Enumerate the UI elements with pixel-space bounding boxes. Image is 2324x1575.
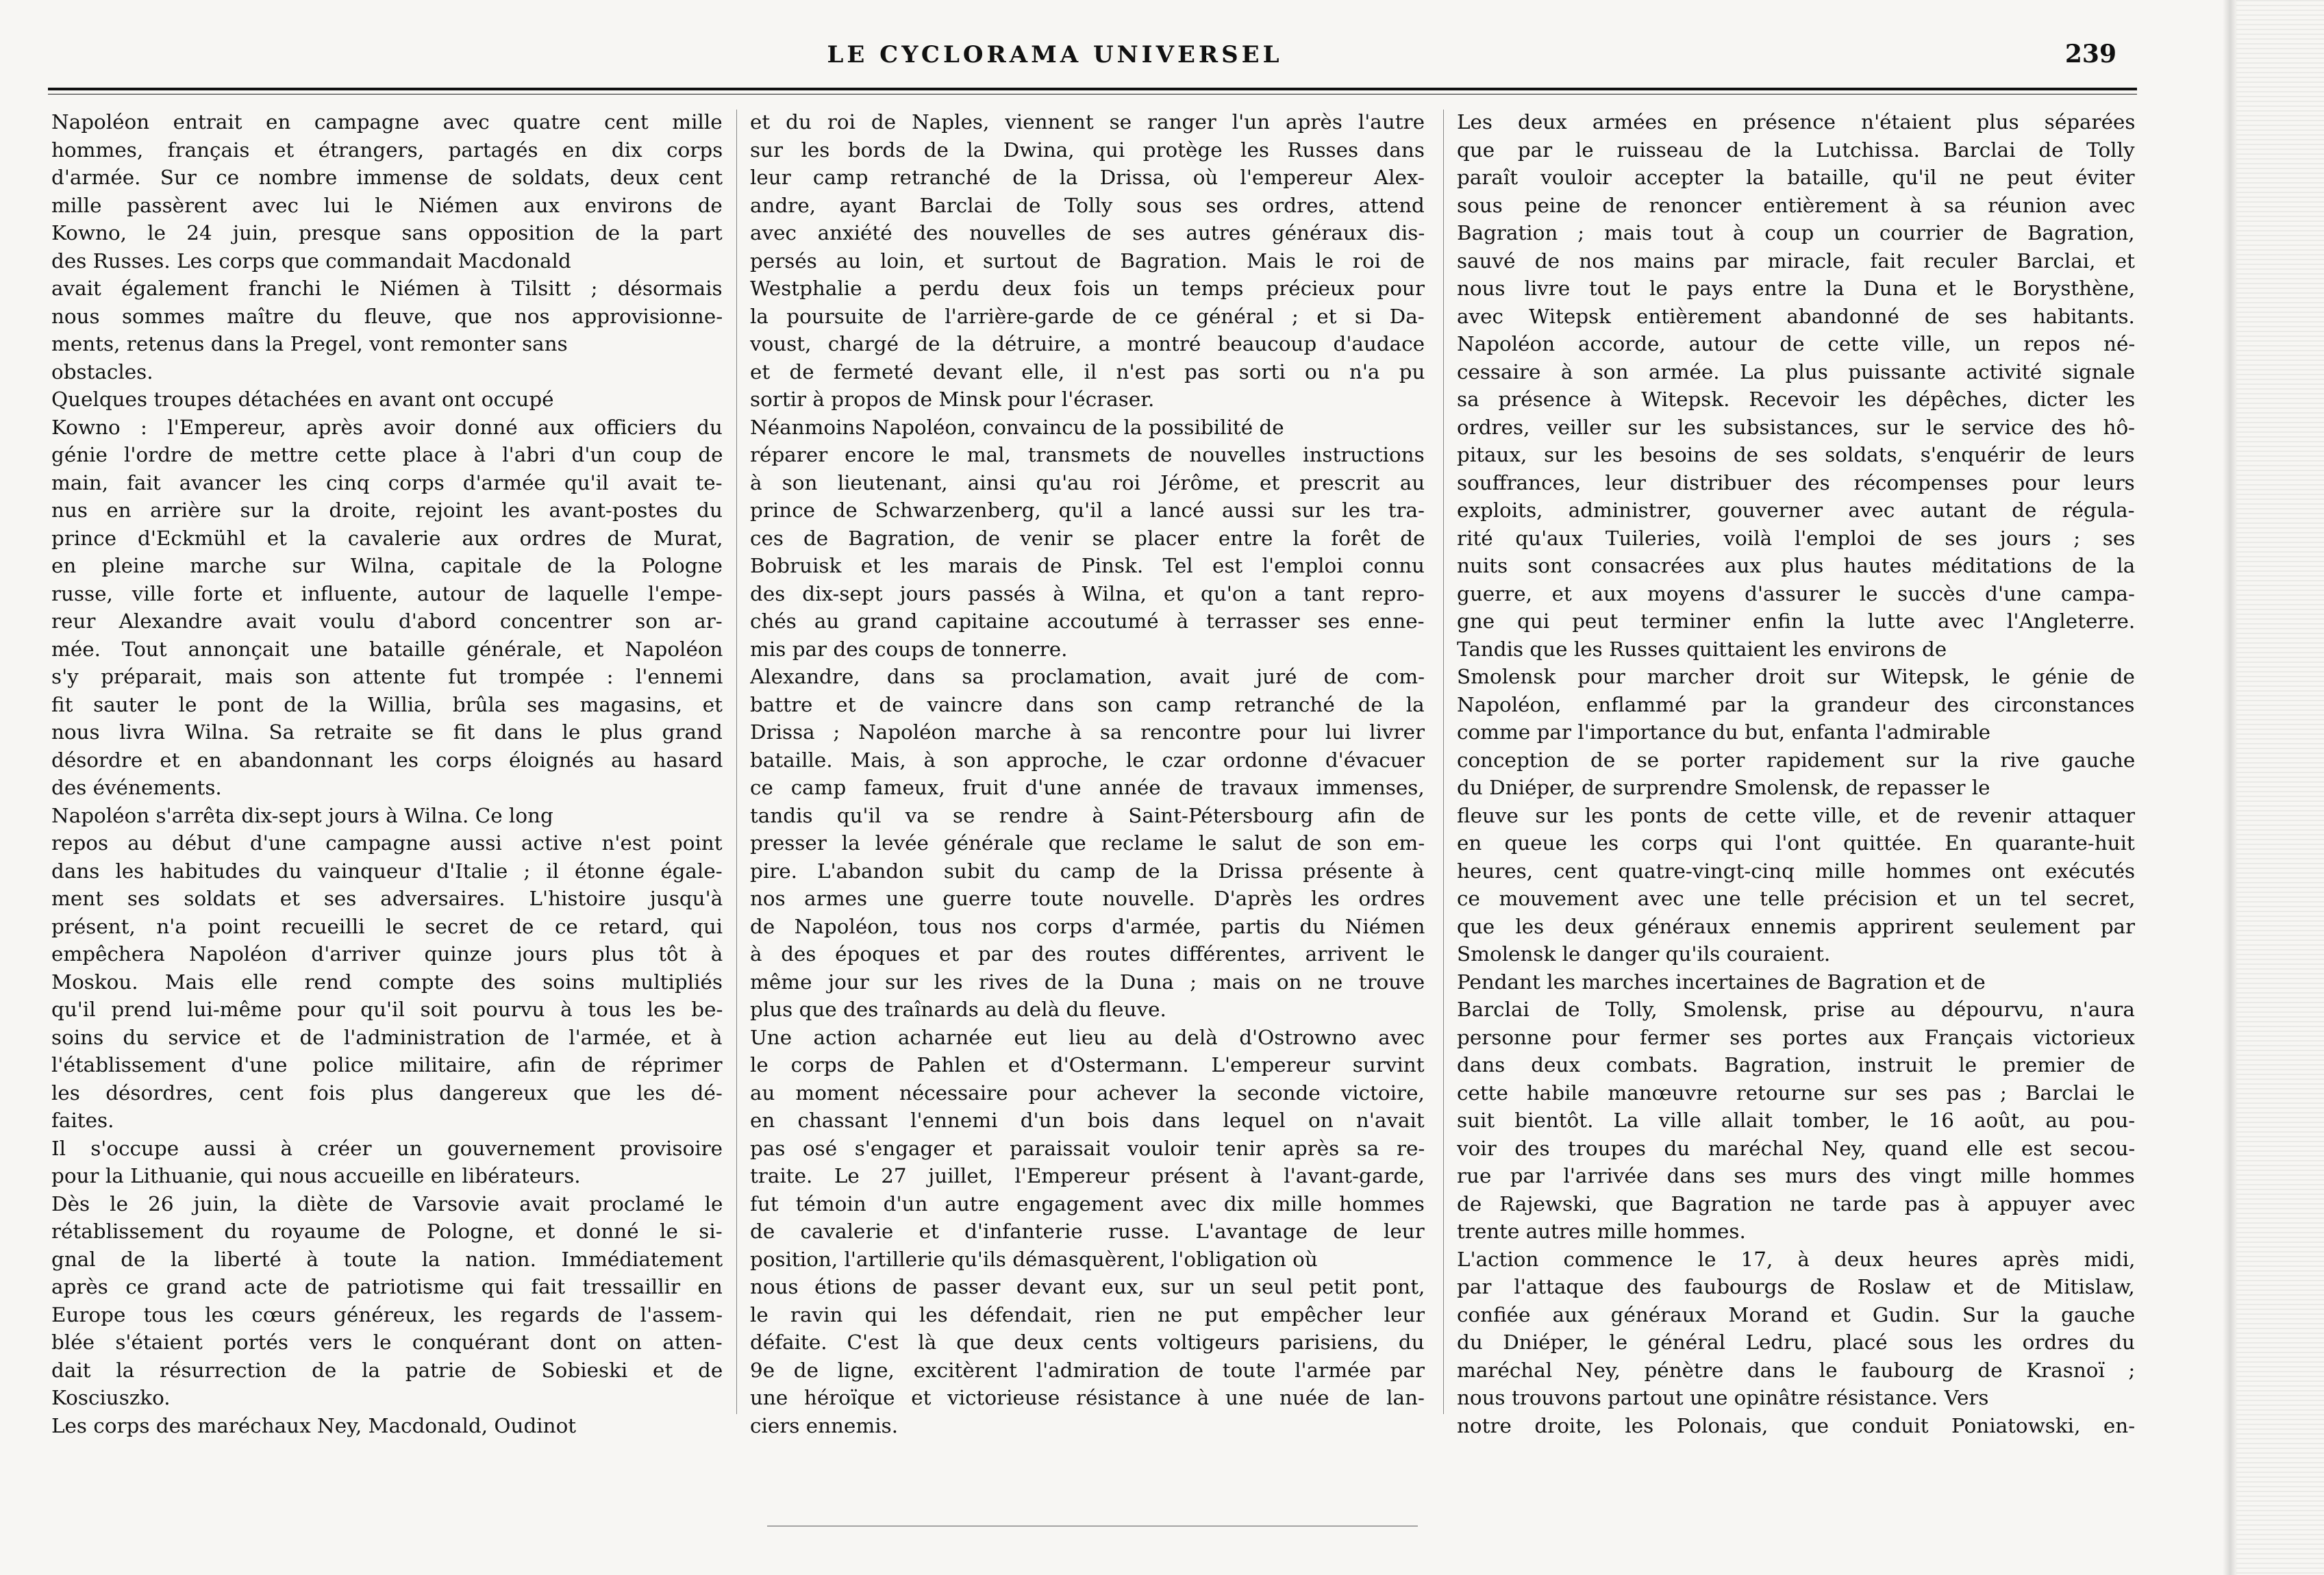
text-line: conception de se porter rapidement sur la rive gauche bbox=[1457, 748, 2135, 772]
text-line: chés au grand capitaine accoutumé à terrasser ses enne- bbox=[750, 609, 1425, 633]
text-line: mille passèrent avec lui le Niémen aux environs de bbox=[51, 193, 723, 217]
text-line: de Rajewski, que Bagration ne tarde pas à appuyer avec bbox=[1457, 1192, 2135, 1215]
text-line: rétablissement du royaume de Pologne, et donné le si- bbox=[51, 1220, 723, 1243]
text-line: ce mouvement avec une telle précision et un tel secret, bbox=[1457, 887, 2135, 910]
text-line: Alexandre, dans sa proclamation, avait juré de com- bbox=[750, 665, 1425, 688]
text-line: ce camp fameux, fruit d'une année de travaux immenses, bbox=[750, 776, 1425, 799]
text-line: sur les bords de la Dwina, qui protège les Russes dans bbox=[750, 138, 1425, 162]
text-line: mis par des coups de tonnerre. bbox=[750, 637, 1068, 661]
text-line: Smolensk pour marcher droit sur Witepsk, le génie de bbox=[1457, 665, 2135, 688]
text-line: faites. bbox=[51, 1109, 114, 1132]
text-line: soins du service et de l'administration de l'armée, et à bbox=[51, 1025, 723, 1049]
text-line: une héroïque et victorieuse résistance à une nuée de lan- bbox=[750, 1386, 1425, 1409]
text-line: gnal de la liberté à toute la nation. Immédiatement bbox=[51, 1247, 723, 1271]
text-line: Moskou. Mais elle rend compte des soins multipliés bbox=[51, 970, 723, 994]
text-line: fleuve sur les ponts de cette ville, et de revenir attaquer bbox=[1457, 803, 2135, 827]
text-line: plus que des traînards au delà du fleuve. bbox=[750, 998, 1166, 1021]
text-line: dans deux combats. Bagration, instruit le premier de bbox=[1457, 1053, 2135, 1076]
text-line: ordres, veiller sur les subsistances, sur le service des hô- bbox=[1457, 415, 2135, 439]
text-line: au moment nécessaire pour achever la seconde victoire, bbox=[750, 1081, 1425, 1105]
text-line: après ce grand acte de patriotisme qui fait tressaillir en bbox=[51, 1275, 723, 1298]
text-line: qu'il prend lui-même pour qu'il soit pourvu à tous les be- bbox=[51, 998, 723, 1021]
text-line: Napoléon accorde, autour de cette ville, un repos né- bbox=[1457, 332, 2135, 355]
text-line: Une action acharnée eut lieu au delà d'Ostrowno avec bbox=[750, 1025, 1425, 1049]
text-line: repos au début d'une campagne aussi active n'est point bbox=[51, 831, 723, 855]
text-line: guerre, et aux moyens d'assurer le succès d'une campa- bbox=[1457, 581, 2135, 605]
text-line: Napoléon, enflammé par la grandeur des circonstances bbox=[1457, 692, 2135, 716]
text-line: pire. L'abandon subit du camp de la Drissa présente à bbox=[750, 859, 1425, 883]
text-line: 9e de ligne, excitèrent l'admiration de toute l'armée par bbox=[750, 1358, 1425, 1382]
text-line: nous étions de passer devant eux, sur un seul petit pont, bbox=[750, 1275, 1425, 1298]
text-column-2 bbox=[750, 108, 1425, 1439]
text-line: rité qu'aux Tuileries, voilà l'emploi de ses jours ; ses bbox=[1457, 526, 2135, 550]
text-line: leur camp retranché de la Drissa, où l'empereur Alex- bbox=[750, 166, 1425, 189]
text-line: gne qui peut terminer enfin la lutte avec l'Angleterre. bbox=[1457, 609, 2135, 633]
text-line: même jour sur les rives de la Duna ; mais on ne trouve bbox=[750, 970, 1425, 994]
text-line: cessaire à son armée. La plus puissante activité signale bbox=[1457, 360, 2135, 383]
text-line: nous trouvons partout une opinâtre résistance. Vers bbox=[1457, 1386, 1989, 1409]
text-line: en pleine marche sur Wilna, capitale de la Pologne bbox=[51, 554, 723, 577]
text-line: d'armée. Sur ce nombre immense de soldats, deux cent bbox=[51, 166, 723, 189]
column-divider bbox=[1443, 110, 1444, 1414]
text-line: nus en arrière sur la droite, rejoint les avant-postes du bbox=[51, 499, 723, 522]
text-line: notre droite, les Polonais, que conduit Poniatowski, en- bbox=[1457, 1413, 2135, 1437]
text-line: ces de Bagration, de venir se placer entre la forêt de bbox=[750, 526, 1425, 550]
text-line: sous peine de renoncer entièrement à sa réunion avec bbox=[1457, 193, 2135, 217]
text-line: bataille. Mais, à son approche, le czar ordonne d'évacuer bbox=[750, 748, 1425, 772]
text-line: ciers ennemis. bbox=[750, 1413, 899, 1437]
text-line: Quelques troupes détachées en avant ont occupé bbox=[51, 388, 554, 411]
text-line: fit sauter le pont de la Willia, brûla ses magasins, et bbox=[51, 692, 723, 716]
text-line: russe, ville forte et influente, autour de laquelle l'empe- bbox=[51, 581, 723, 605]
text-line: s'y préparait, mais son attente fut trompée : l'ennemi bbox=[51, 665, 723, 688]
text-line: sauvé de nos mains par miracle, fait reculer Barclai, et bbox=[1457, 249, 2135, 273]
text-line: présent, n'a point recueilli le secret de ce retard, qui bbox=[51, 914, 723, 938]
text-line: les désordres, cent fois plus dangereux que les dé- bbox=[51, 1081, 723, 1105]
text-line: Les corps des maréchaux Ney, Macdonald, Oudinot bbox=[51, 1413, 577, 1437]
text-line: Westphalie a perdu deux fois un temps précieux pour bbox=[750, 277, 1425, 300]
text-line: nous livra Wilna. Sa retraite se fit dans le plus grand bbox=[51, 720, 723, 744]
text-line: obstacles. bbox=[51, 360, 153, 383]
text-line: Kowno, le 24 juin, presque sans opposition de la part bbox=[51, 221, 723, 244]
text-line: des Russes. Les corps que commandait Macdonald bbox=[51, 249, 571, 273]
text-line: battre et de vaincre dans son camp retranché de la bbox=[750, 692, 1425, 716]
text-line: ments, retenus dans la Pregel, vont remonter sans bbox=[51, 332, 568, 355]
text-line: fut témoin d'un autre engagement avec dix mille hommes bbox=[750, 1192, 1425, 1215]
text-line: désordre et en abandonnant les corps éloignés au hasard bbox=[51, 748, 723, 772]
text-line: Drissa ; Napoléon marche à sa rencontre pour lui livrer bbox=[750, 720, 1425, 744]
text-line: en queue les corps qui l'ont quittée. En quarante-huit bbox=[1457, 831, 2135, 855]
text-line: Pendant les marches incertaines de Bagration et de bbox=[1457, 970, 1986, 994]
text-line: des événements. bbox=[51, 776, 222, 799]
text-line: voust, chargé de la détruire, a montré beaucoup d'audace bbox=[750, 332, 1425, 355]
text-line: voir des troupes du maréchal Ney, quand elle est secou- bbox=[1457, 1136, 2135, 1160]
text-line: sa présence à Witepsk. Recevoir les dépêches, dicter les bbox=[1457, 388, 2135, 411]
text-line: Kowno : l'Empereur, après avoir donné aux officiers du bbox=[51, 415, 723, 439]
page-number: 239 bbox=[2064, 40, 2116, 68]
text-line: défaite. C'est là que deux cents voltigeurs parisiens, du bbox=[750, 1331, 1425, 1354]
page-header-title: LE CYCLORAMA UNIVERSEL bbox=[827, 41, 1283, 68]
text-line: prince d'Eckmühl et la cavalerie aux ordres de Murat, bbox=[51, 526, 723, 550]
text-line: Dès le 26 juin, la diète de Varsovie avait proclamé le bbox=[51, 1192, 723, 1215]
text-line: prince de Schwarzenberg, qu'il a lancé aussi sur les tra- bbox=[750, 499, 1425, 522]
text-line: Europe tous les cœurs généreux, les regards de l'assem- bbox=[51, 1302, 723, 1326]
text-line: andre, ayant Barclai de Tolly sous ses ordres, attend bbox=[750, 193, 1425, 217]
text-line: pas osé s'engager et paraissait vouloir tenir après sa re- bbox=[750, 1136, 1425, 1160]
text-line: position, l'artillerie qu'ils démasquèrent, l'obligation où bbox=[750, 1247, 1318, 1271]
text-line: dait la résurrection de la patrie de Sobieski et de bbox=[51, 1358, 723, 1382]
text-line: la poursuite de l'arrière-garde de ce général ; et si Da- bbox=[750, 304, 1425, 328]
text-line: le corps de Pahlen et d'Ostermann. L'empereur survint bbox=[750, 1053, 1425, 1076]
header-rule-thick bbox=[48, 88, 2137, 90]
text-line: par l'attaque des faubourgs de Roslaw et de Mitislaw, bbox=[1457, 1275, 2135, 1298]
text-column-3 bbox=[1457, 108, 2135, 1439]
text-line: Bagration ; mais tout à coup un courrier de Bagration, bbox=[1457, 221, 2135, 244]
text-line: pour la Lithuanie, qui nous accueille en libérateurs. bbox=[51, 1164, 581, 1187]
text-line: traite. Le 27 juillet, l'Empereur présent à l'avant-garde, bbox=[750, 1164, 1425, 1187]
text-line: confiée aux généraux Morand et Gudin. Sur la gauche bbox=[1457, 1302, 2135, 1326]
text-line: main, fait avancer les cinq corps d'armée qu'il avait te- bbox=[51, 470, 723, 494]
text-line: avec anxiété des nouvelles de ses autres généraux dis- bbox=[750, 221, 1425, 244]
text-line: génie l'ordre de mettre cette place à l'abri d'un coup de bbox=[51, 443, 723, 466]
text-line: avec Witepsk entièrement abandonné de ses habitants. bbox=[1457, 304, 2135, 328]
text-line: rue par l'arrivée dans ses murs des vingt mille hommes bbox=[1457, 1164, 2135, 1187]
text-line: de Napoléon, tous nos corps d'armée, partis du Niémen bbox=[750, 914, 1425, 938]
text-line: nous sommes maître du fleuve, que nos approvisionne- bbox=[51, 304, 723, 328]
scan-margin-texture bbox=[2236, 0, 2324, 1575]
text-line: trente autres mille hommes. bbox=[1457, 1220, 1746, 1243]
text-line: cette habile manœuvre retourne sur ses pas ; Barclai le bbox=[1457, 1081, 2135, 1105]
text-line: exploits, administrer, gouverner avec autant de régula- bbox=[1457, 499, 2135, 522]
text-line: Les deux armées en présence n'étaient plus séparées bbox=[1457, 110, 2135, 134]
text-line: nuits sont consacrées aux plus hautes méditations de la bbox=[1457, 554, 2135, 577]
text-line: persés au loin, et surtout de Bagration. Mais le roi de bbox=[750, 249, 1425, 273]
text-line: hommes, français et étrangers, partagés en dix corps bbox=[51, 138, 723, 162]
text-line: blée s'étaient portés vers le conquérant dont on atten- bbox=[51, 1331, 723, 1354]
text-line: Tandis que les Russes quittaient les environs de bbox=[1457, 637, 1947, 661]
text-column-1 bbox=[51, 108, 723, 1439]
text-line: Smolensk le danger qu'ils couraient. bbox=[1457, 942, 1831, 966]
text-line: Il s'occupe aussi à créer un gouvernement provisoire bbox=[51, 1136, 723, 1160]
text-line: empêchera Napoléon d'arriver quinze jours plus tôt à bbox=[51, 942, 723, 966]
text-line: avait également franchi le Niémen à Tilsitt ; désormais bbox=[51, 277, 723, 300]
text-line: Napoléon s'arrêta dix-sept jours à Wilna. Ce long bbox=[51, 803, 553, 827]
text-line: personne pour fermer ses portes aux Français victorieux bbox=[1457, 1025, 2135, 1049]
text-line: et du roi de Naples, viennent se ranger l'un après l'autre bbox=[750, 110, 1425, 134]
text-line: que les deux généraux ennemis apprirent seulement par bbox=[1457, 914, 2135, 938]
text-line: l'établissement d'une police militaire, afin de réprimer bbox=[51, 1053, 723, 1076]
text-line: nos armes une guerre toute nouvelle. D'après les ordres bbox=[750, 887, 1425, 910]
text-line: L'action commence le 17, à deux heures après midi, bbox=[1457, 1247, 2135, 1271]
text-line: à des époques et par des routes différentes, arrivent le bbox=[750, 942, 1425, 966]
text-line: de cavalerie et d'infanterie russe. L'avantage de leur bbox=[750, 1220, 1425, 1243]
text-line: en chassant l'ennemi d'un bois dans lequel on n'avait bbox=[750, 1109, 1425, 1132]
text-line: heures, cent quatre-vingt-cinq mille hommes ont exécutés bbox=[1457, 859, 2135, 883]
text-line: reur Alexandre avait voulu d'abord concentrer son ar- bbox=[51, 609, 723, 633]
text-line: nous livre tout le pays entre la Duna et le Borysthène, bbox=[1457, 277, 2135, 300]
text-line: pitaux, sur les besoins de ses soldats, s'enquérir de leurs bbox=[1457, 443, 2135, 466]
text-line: tandis qu'il va se rendre à Saint-Pétersbourg afin de bbox=[750, 803, 1425, 827]
text-line: Néanmoins Napoléon, convaincu de la possibilité de bbox=[750, 415, 1284, 439]
text-line: que par le ruisseau de la Lutchissa. Barclai de Tolly bbox=[1457, 138, 2135, 162]
text-line: réparer encore le mal, transmets de nouvelles instructions bbox=[750, 443, 1425, 466]
text-line: Kosciuszko. bbox=[51, 1386, 171, 1409]
column-divider bbox=[736, 110, 737, 1414]
text-line: paraît vouloir accepter la bataille, qu'il ne peut éviter bbox=[1457, 166, 2135, 189]
text-line: à son lieutenant, ainsi qu'au roi Jérôme, et prescrit au bbox=[750, 470, 1425, 494]
text-line: le ravin qui les défendait, rien ne put empêcher leur bbox=[750, 1302, 1425, 1326]
text-line: souffrances, leur distribuer des récompenses pour leurs bbox=[1457, 470, 2135, 494]
text-line: des dix-sept jours passés à Wilna, et qu'on a tant repro- bbox=[750, 581, 1425, 605]
text-line: ment ses soldats et ses adversaires. L'histoire jusqu'à bbox=[51, 887, 723, 910]
text-line: Bobruisk et les marais de Pinsk. Tel est l'emploi connu bbox=[750, 554, 1425, 577]
text-line: suit bientôt. La ville allait tomber, le 16 août, au pou- bbox=[1457, 1109, 2135, 1132]
text-line: presser la levée générale que reclame le salut de son em- bbox=[750, 831, 1425, 855]
text-line: dans les habitudes du vainqueur d'Italie ; il étonne égale- bbox=[51, 859, 723, 883]
text-line: et de fermeté devant elle, il n'est pas sorti ou n'a pu bbox=[750, 360, 1425, 383]
text-line: du Dniéper, de surprendre Smolensk, de repasser le bbox=[1457, 776, 1990, 799]
text-line: Napoléon entrait en campagne avec quatre cent mille bbox=[51, 110, 723, 134]
text-line: du Dniéper, le général Ledru, placé sous les ordres du bbox=[1457, 1331, 2135, 1354]
text-line: maréchal Ney, pénètre dans le faubourg de Krasnoï ; bbox=[1457, 1358, 2135, 1382]
text-line: Barclai de Tolly, Smolensk, prise au dépourvu, n'aura bbox=[1457, 998, 2135, 1021]
page-fold-shadow bbox=[2223, 0, 2238, 1575]
text-line: sortir à propos de Minsk pour l'écraser. bbox=[750, 388, 1155, 411]
text-line: comme par l'importance du but, enfanta l'admirable bbox=[1457, 720, 1991, 744]
text-line: mée. Tout annonçait une bataille générale, et Napoléon bbox=[51, 637, 723, 661]
